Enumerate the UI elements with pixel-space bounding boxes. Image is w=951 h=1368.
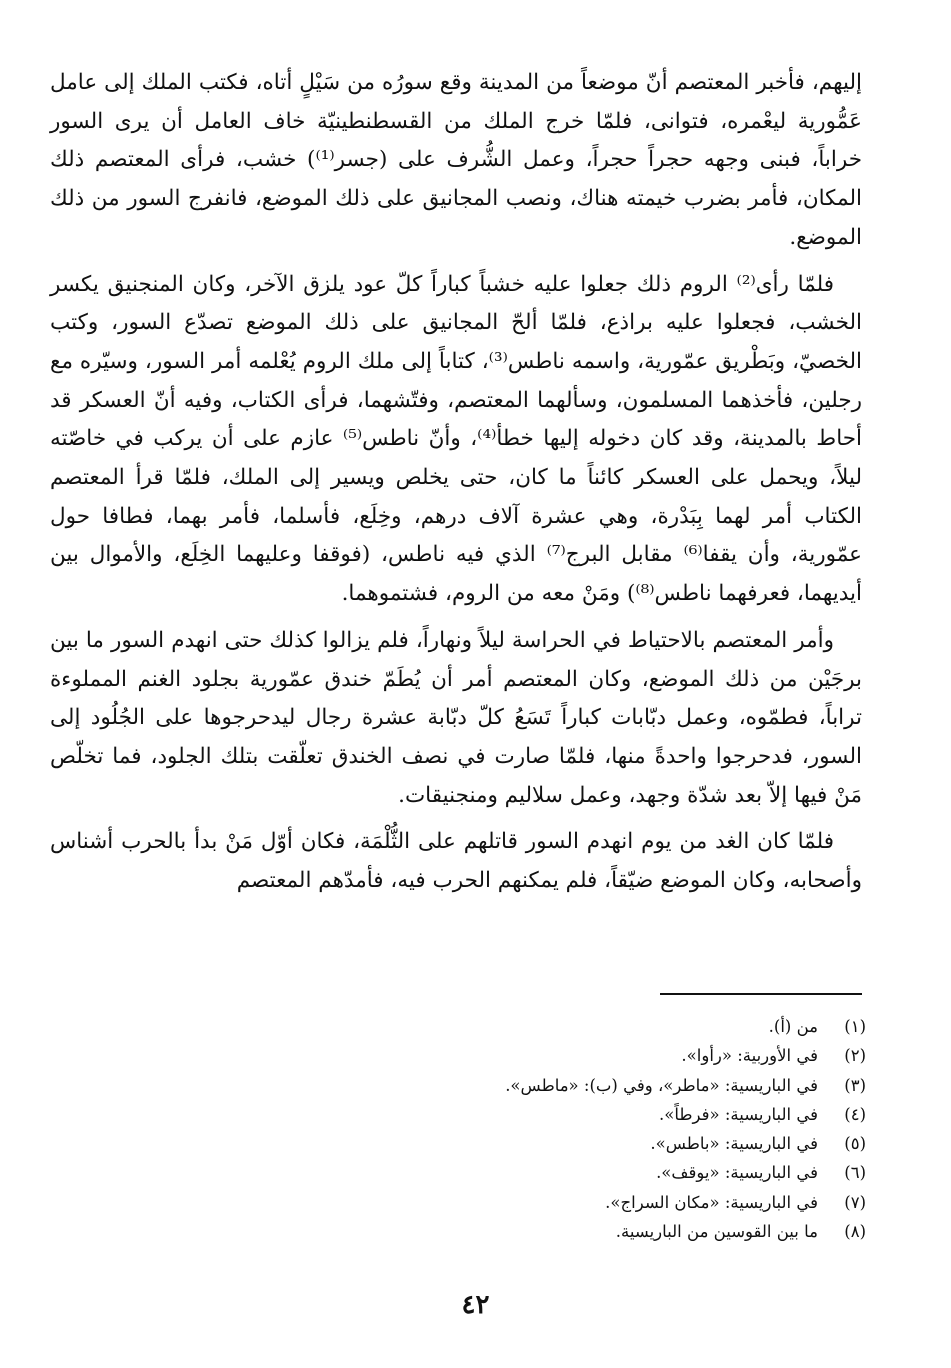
footnote-2	[50, 1041, 866, 1070]
footnote-3	[50, 1071, 866, 1100]
footnote-number: (٧)	[844, 1192, 866, 1212]
footnote-number: (٨)	[844, 1222, 866, 1242]
footnote-4	[50, 1100, 866, 1129]
footnote-5	[50, 1129, 866, 1158]
page-number: ٤٢	[461, 1290, 490, 1320]
footnote-number: (٢)	[844, 1046, 866, 1066]
footnote-text: في الأوربية: «رأوا».	[681, 1046, 818, 1066]
footnotes-list	[50, 1012, 866, 1246]
paragraph-4: فلمّا كان الغد من يوم انهدم السور قاتلهم على الثُّلْمَة، فكان أوّل مَنْ بدأ بالحرب أشناس وأصحابه، وكان الموضع ضيّقاً، فلم يمكنهم الحرب فيه، فأمدّهم المعتصم	[50, 829, 862, 894]
footnote-separator	[660, 993, 862, 995]
paragraph-3: وأمر المعتصم بالاحتياط في الحراسة ليلاً ونهاراً، فلم يزالوا كذلك حتى انهدم السور ما بين برجَيْن من ذلك الموضع، وكان المعتصم أمر أن يُطَمّ خندق عمّورية بجلود الغنم المملوءة تراباً، فطمّوه، وعمل دبّابات كباراً تَسَعُ كلّ دبّابة عشرة رجال ليدحرجوها على الجُلُود إلى السور، فدحرجوا واحدةً منها، فلمّا صارت في نصف الخندق تعلّقت بتلك الجلود، فما تخلّص مَنْ فيها إلاّ بعد شدّة وجهد، وعمل سلاليم ومنجنيقات.	[50, 627, 862, 808]
paragraph-2: فلمّا رأى⁽²⁾ الروم ذلك جعلوا عليه خشباً كباراً كلّ عود يلزق الآخر، وكان المنجنيق يكسر الخشب، فجعلوا عليه براذع، فلمّا ألحّ المجانيق على ذلك الموضع تصدّع السور، وكتب الخصيّ، وبَطْريق عمّورية، واسمه ناطس⁽³⁾، كتاباً إلى ملك الروم يُعْلمه أمر السور، وسيّره مع رجلين، فأخذهما المسلمون، وسألهما المعتصم، وفتّشهما، فرأى الكتاب، وفيه أنّ العسكر قد أحاط بالمدينة، وقد كان دخوله إليها خطأ⁽⁴⁾، وأنّ ناطس⁽⁵⁾ عازم على أن يركب في خاصّته ليلاً، ويحمل على العسكر كائناً ما كان، حتى يخلص ويسير إلى الملك، فلمّا قرأ المعتصم الكتاب أمر لهما بِبَدْرة، وهي عشرة آلاف درهم، وخِلَع، فأسلما، فأمر بهما، فطافا حول عمّورية، وأن يقفا⁽⁶⁾ مقابل البرج⁽⁷⁾ الذي فيه ناطس، (فوقفا وعليهما الخِلَع، والأموال بين أيديهما، فعرفهما ناطس⁽⁸⁾) ومَنْ معه من الروم، فشتموهما.	[50, 271, 863, 607]
paragraph-1: إليهم، فأخبر المعتصم أنّ موضعاً من المدينة وقع سورُه من سَيْلٍ أتاه، فكتب الملك إلى عامل عَمُّورية ليعْمره، فتوانى، فلمّا خرج الملك من القسطنطينيّة خاف العامل أن يرى السور خراباً، فبنى وجهه حجراً حجراً، وعمل الشُّرف على (جسر⁽¹⁾) خشب، فرأى المعتصم ذلك المكان، فأمر بضرب خيمته هناك، ونصب المجانيق على ذلك الموضع، فانفرج السور من ذلك الموضع.	[50, 70, 863, 250]
footnote-number: (٤)	[844, 1104, 866, 1124]
footnote-text: في الباريسية: «مكان السراج».	[605, 1192, 818, 1212]
footnote-text: في الباريسية: «باطس».	[650, 1134, 818, 1154]
footnote-text: في الباريسية: «يوقف».	[656, 1163, 818, 1183]
footnote-text: ما بين القوسين من الباريسية.	[615, 1222, 818, 1242]
footnote-number: (١)	[844, 1017, 866, 1036]
footnote-text: من (أ).	[768, 1017, 818, 1036]
footnote-1	[50, 1012, 866, 1041]
footnote-number: (٣)	[844, 1075, 866, 1095]
footnote-8	[50, 1217, 866, 1246]
footnote-number: (٦)	[844, 1163, 866, 1183]
footnote-number: (٥)	[844, 1134, 866, 1154]
footnote-text: في الباريسية: «ماطر»، وفي (ب): «ماطس».	[505, 1075, 818, 1095]
footnote-7	[50, 1188, 866, 1217]
footnote-6	[50, 1158, 866, 1187]
main-text	[50, 64, 862, 901]
footnote-text: في الباريسية: «فرطاً».	[659, 1104, 818, 1124]
